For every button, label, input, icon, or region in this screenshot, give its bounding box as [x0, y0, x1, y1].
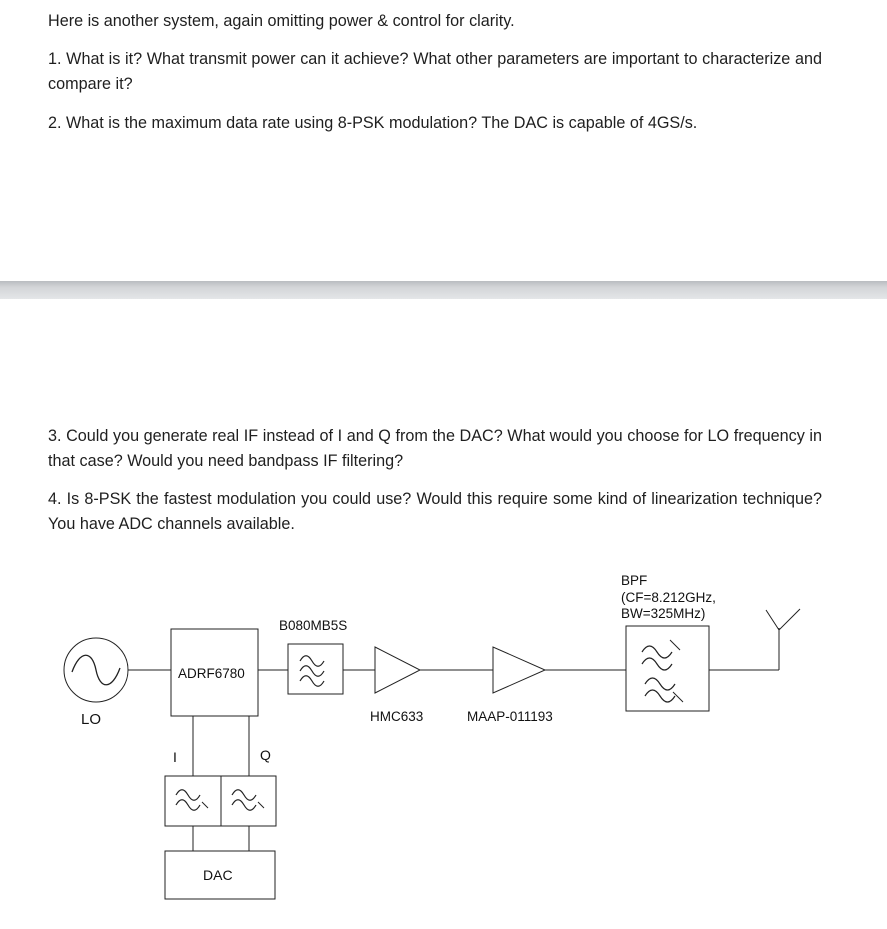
amp2-label: MAAP-011193 — [467, 709, 553, 724]
amplifier-maap011193 — [493, 647, 545, 693]
question-1: 1. What is it? What transmit power can it achieve? What other parameters are important to characterize and compare it? — [48, 50, 822, 93]
mixer-label: ADRF6780 — [178, 666, 245, 681]
i-lowpass-filter — [165, 776, 221, 826]
i-label: I — [173, 749, 177, 765]
if-filter-block — [288, 644, 343, 694]
question-3: 3. Could you generate real IF instead of I and Q from the DAC? What would you choose for LO frequency in that case? Would you need bandpass IF filtering? — [48, 427, 822, 470]
lo-label: LO — [81, 711, 102, 728]
intro-text: Here is another system, again omitting power & control for clarity. — [48, 12, 515, 30]
antenna-icon — [766, 609, 800, 630]
bpf-label-line2: (CF=8.212GHz, — [621, 590, 716, 605]
filter1-label: B080MB5S — [279, 618, 348, 633]
q-lowpass-filter — [221, 776, 276, 826]
bpf-label-line1: BPF — [621, 573, 648, 588]
question-2: 2. What is the maximum data rate using 8-PSK modulation? The DAC is capable of 4GS/s. — [48, 114, 698, 132]
dac-label: DAC — [203, 867, 233, 883]
amp1-label: HMC633 — [370, 709, 424, 724]
bpf-label-line3: BW=325MHz) — [621, 606, 706, 621]
question-4: 4. Is 8-PSK the fastest modulation you could use? Would this require some kind of linearization technique? You have ADC channels available. — [48, 490, 822, 533]
q-label: Q — [260, 747, 271, 763]
amplifier-hmc633 — [375, 647, 420, 693]
